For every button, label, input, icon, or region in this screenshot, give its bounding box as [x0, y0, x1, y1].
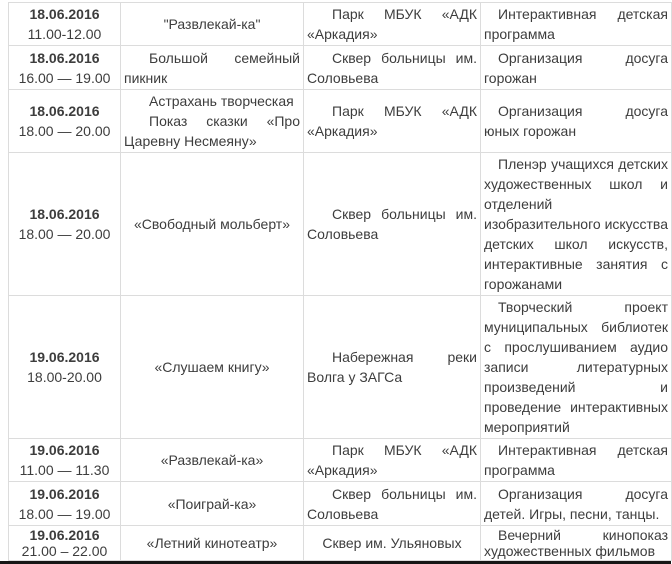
event-name: «Свободный мольберт» — [133, 216, 291, 232]
event-time: 21.00 – 22.00 — [21, 543, 108, 559]
event-description-cell — [481, 3, 672, 46]
event-date-cell — [9, 296, 121, 439]
event-time: 18.00-20.00 — [27, 369, 102, 385]
event-location: Парк МБУК «АДК «Аркадия» — [307, 442, 477, 478]
event-location-cell — [304, 46, 481, 90]
event-description-cell — [481, 153, 672, 296]
event-description: Организация досуга детей. Игры, песни, танцы. — [484, 485, 668, 522]
event-location: Набережная реки Волга у ЗАГСа — [307, 349, 477, 385]
event-location-cell — [304, 439, 481, 482]
event-name: Астрахань творческая — [149, 93, 294, 109]
event-time: 11.00 — 11.30 — [19, 462, 110, 478]
table-row — [9, 296, 672, 439]
event-location-cell — [304, 482, 481, 526]
event-location-cell — [304, 90, 481, 153]
event-location-cell — [304, 153, 481, 296]
event-location: Парк МБУК «АДК «Аркадия» — [307, 6, 477, 42]
event-description: Вечерний кинопоказ художественных фильмов — [484, 527, 668, 559]
events-table — [8, 2, 672, 561]
event-name-cell — [121, 46, 304, 90]
event-date: 18.06.2016 — [29, 103, 100, 119]
event-description-cell — [481, 482, 672, 526]
event-name: "Развлекай-ка" — [163, 16, 261, 32]
event-name-cell — [121, 153, 304, 296]
event-date: 18.06.2016 — [29, 206, 100, 222]
event-name: Показ сказки «Про Царевну Несмеяну» — [124, 113, 300, 149]
event-description: Организация досуга горожан — [484, 49, 668, 86]
event-description-cell — [481, 526, 672, 561]
event-date: 18.06.2016 — [29, 49, 100, 66]
event-name-cell — [121, 439, 304, 482]
event-description-cell — [481, 46, 672, 90]
event-description-cell — [481, 296, 672, 439]
table-row — [9, 526, 672, 561]
event-description: Пленэр учащихся детских художественных школ и отделений изобразительного искусства детских школ искусств, интерактивные занятия с горожанами — [484, 156, 668, 292]
event-name-cell — [121, 3, 304, 46]
table-row — [9, 46, 672, 90]
event-time: 18.00 — 20.00 — [18, 226, 111, 242]
event-date-cell — [9, 482, 121, 526]
event-location: Сквер больницы им. Соловьева — [307, 206, 477, 242]
event-location: Сквер больницы им. Соловьева — [307, 49, 477, 86]
event-date-cell — [9, 153, 121, 296]
event-description: Интерактивная детская программа — [484, 442, 668, 478]
event-date-cell — [9, 439, 121, 482]
event-location-cell — [304, 3, 481, 46]
table-row — [9, 90, 672, 153]
event-time: 18.00 — 19.00 — [18, 505, 111, 522]
event-date-cell — [9, 526, 121, 561]
event-description-cell — [481, 439, 672, 482]
event-description: Интерактивная детская программа — [484, 6, 668, 42]
table-row — [9, 482, 672, 526]
event-date: 19.06.2016 — [29, 349, 100, 365]
event-name-cell — [121, 296, 304, 439]
table-row — [9, 439, 672, 482]
event-location-cell — [304, 296, 481, 439]
event-name: «Летний кинотеатр» — [146, 535, 278, 551]
event-time: 16.00 — 19.00 — [18, 69, 111, 86]
event-date: 19.06.2016 — [29, 442, 100, 458]
event-location: Парк МБУК «АДК «Аркадия» — [307, 103, 477, 139]
events-schedule-page — [0, 2, 671, 559]
event-description: Организация досуга юных горожан — [484, 103, 668, 139]
event-name: «Развлекай-ка» — [160, 452, 264, 468]
event-date-cell — [9, 90, 121, 153]
event-location: Сквер им. Ульяновых — [322, 535, 462, 551]
event-date: 19.06.2016 — [29, 527, 100, 543]
event-description-cell — [481, 90, 672, 153]
event-name: Большой семейный пикник — [124, 49, 300, 86]
event-location-cell — [304, 526, 481, 561]
event-name: «Слушаем книгу» — [154, 359, 270, 375]
event-date-cell — [9, 3, 121, 46]
event-name: «Поиграй-ка» — [167, 495, 257, 512]
event-time: 11.00-12.00 — [27, 26, 102, 42]
event-date-cell — [9, 46, 121, 90]
table-row — [9, 3, 672, 46]
event-date: 19.06.2016 — [29, 485, 100, 502]
event-name-cell — [121, 526, 304, 561]
table-row — [9, 153, 672, 296]
event-description: Творческий проект муниципальных библиотек с прослушиванием аудио записи литературных произведений и проведение интерактивных мероприятий — [484, 299, 668, 435]
event-date: 18.06.2016 — [29, 6, 100, 22]
event-location: Сквер больницы им. Соловьева — [307, 485, 477, 522]
event-time: 18.00 — 20.00 — [18, 123, 111, 139]
event-name-cell — [121, 90, 304, 153]
event-name-cell — [121, 482, 304, 526]
